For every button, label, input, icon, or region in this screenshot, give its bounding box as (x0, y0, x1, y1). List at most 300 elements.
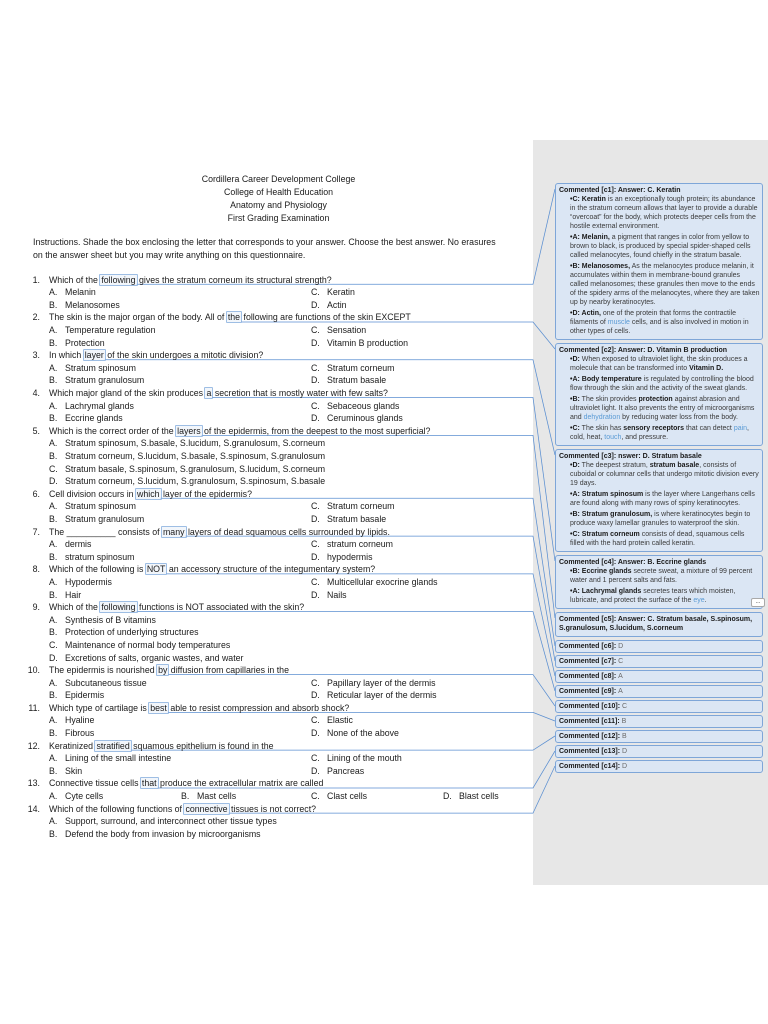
comment-label: Commented [c5]: (559, 616, 617, 623)
comment-c10[interactable] (555, 700, 763, 713)
option-letter: C. (311, 539, 320, 550)
option-letter: A. (49, 287, 58, 298)
question-12 (0, 740, 533, 778)
school-name: Cordillera Career Development College (201, 173, 356, 184)
option-text: Stratum spinosum (65, 501, 136, 512)
comment-answer: D (622, 763, 628, 770)
question-text-part: Connective tissue cells (49, 778, 141, 789)
question-number: 7. (32, 526, 40, 537)
comment-text: secrete sweat, a mixture of 99 percent water and 1 percent salts and fats. (570, 568, 753, 584)
comment-text: •C: Stratum corneum (570, 531, 640, 538)
option-text: Lachrymal glands (65, 400, 134, 411)
option-a (49, 752, 311, 765)
question-4 (0, 387, 533, 425)
comment-link[interactable]: dehydration (583, 414, 621, 421)
question-number: 5. (32, 425, 40, 436)
option-text: Synthesis of B vitamins (65, 614, 156, 625)
question-11 (0, 702, 533, 740)
option-letter: B. (49, 627, 58, 638)
comment-text: •C: Keratin (570, 196, 606, 203)
comment-text: cells, and is also involved in motion in other types of cells. (570, 319, 749, 335)
comment-answer: D (618, 643, 624, 650)
question-stem (0, 803, 533, 816)
answer-options (0, 677, 533, 702)
comment-anchor[interactable]: a (206, 388, 212, 399)
comment-bullet (570, 355, 760, 373)
question-text (49, 665, 289, 675)
comment-text: When exposed to ultraviolet light, the skin produces a molecule that can be transformed into (570, 356, 748, 372)
question-1 (0, 274, 533, 312)
option-d (311, 765, 533, 778)
option-text: Skin (65, 765, 83, 776)
option-b (49, 689, 311, 702)
question-stem (0, 526, 533, 539)
comment-header (559, 657, 760, 666)
comment-c8[interactable] (555, 670, 763, 683)
question-14 (0, 803, 533, 841)
question-text (49, 602, 304, 612)
comment-link[interactable]: touch (604, 434, 622, 441)
comment-text: •A: Body temperature (570, 376, 642, 383)
question-text-part: layer of the epidermis? (160, 488, 252, 499)
question-9 (0, 601, 533, 664)
option-letter: D. (311, 513, 320, 524)
option-letter: B. (49, 828, 58, 839)
question-number: 10. (27, 665, 40, 676)
answer-options (0, 400, 533, 425)
option-b (49, 513, 311, 526)
question-stem (0, 425, 533, 438)
comment-anchor[interactable]: which (137, 488, 160, 499)
question-text-part: gives the stratum corneum its structural strength? (136, 274, 332, 285)
option-letter: D. (49, 652, 58, 663)
comment-header (559, 615, 760, 633)
question-stem (0, 563, 533, 576)
option-text: Stratum corneum, S.lucidum, S.granulosum, S.spinosum, S.basale (65, 476, 326, 487)
option-d (311, 412, 533, 425)
comment-anchor[interactable]: by (158, 665, 168, 676)
comment-text: Vitamin D. (689, 365, 724, 372)
comment-text: is regulated by controlling the blood flow through the skin and the activity of the sweat glands. (570, 376, 754, 392)
comment-answer: A (618, 688, 623, 695)
question-text-part: The skin is the major organ of the body. All of (49, 312, 227, 323)
option-letter: A. (49, 715, 58, 726)
option-letter: D. (311, 337, 320, 348)
option-letter: D. (49, 476, 58, 487)
option-d (311, 337, 533, 350)
option-letter: D. (311, 728, 320, 739)
comment-text: •A: Melanin, (570, 234, 610, 241)
option-letter: D. (311, 375, 320, 386)
comment-text: •C: (570, 425, 580, 432)
comment-label: Commented [c14]: (559, 763, 621, 770)
comment-c9[interactable] (555, 685, 763, 698)
option-text: Maintenance of normal body temperatures (65, 639, 231, 650)
comment-label: Commented [c9]: (559, 688, 617, 695)
comment-text: •D: (570, 462, 580, 469)
comment-c3[interactable] (555, 449, 763, 552)
option-text: Stratum granulosum (65, 513, 145, 524)
question-text-part: Keratinized (49, 740, 96, 751)
option-letter: C. (49, 639, 58, 650)
comment-c11[interactable] (555, 715, 763, 728)
question-text (49, 388, 388, 398)
comment-answer: Answer: C. Stratum basale, S.spinosum, S.granulosum, S.lucidum, S.corneum (559, 616, 753, 632)
option-letter: D. (311, 690, 320, 701)
comment-anchor[interactable]: stratified (96, 740, 130, 751)
answer-options (0, 437, 533, 487)
subject-name: Anatomy and Physiology (230, 199, 327, 210)
question-number: 4. (32, 388, 40, 399)
option-letter: B. (49, 451, 58, 461)
option-letter: A. (49, 362, 58, 373)
option-text: Hair (65, 589, 82, 600)
comment-label: Commented [c11]: (559, 718, 620, 725)
question-3 (0, 349, 533, 387)
comment-c4[interactable] (555, 555, 763, 609)
comment-answer: nswer: D. Stratum basale (618, 453, 702, 460)
option-c (311, 714, 533, 727)
answer-options (0, 324, 533, 349)
option-d (49, 652, 533, 665)
comment-anchor[interactable]: many (162, 526, 185, 537)
comment-anchor[interactable]: NOT (146, 564, 166, 575)
comment-header (559, 702, 760, 711)
question-number: 14. (27, 803, 40, 814)
comment-text: The skin provides (579, 396, 639, 403)
question-list (0, 274, 533, 841)
option-text: Excretions of salts, organic wastes, and water (65, 652, 244, 663)
option-letter: B. (49, 375, 58, 386)
option-letter: A. (49, 576, 58, 587)
comment-anchor[interactable]: connective (185, 803, 228, 814)
instructions-line: on the answer sheet but you may write anything on this questionnaire. (33, 249, 306, 260)
option-text: Stratum basale (327, 375, 387, 386)
option-c (49, 463, 533, 476)
question-text (49, 564, 375, 574)
option-a (49, 286, 311, 299)
option-text: Stratum corneum (327, 362, 395, 373)
question-text-part: squamous epithelium is found in the (130, 740, 274, 751)
option-d (443, 790, 533, 803)
option-text: Reticular layer of the dermis (327, 690, 437, 701)
option-text: Stratum basale (327, 513, 387, 524)
comment-bullet (570, 587, 760, 605)
question-text (49, 527, 390, 537)
option-b (49, 337, 311, 350)
comment-link[interactable]: eye (693, 597, 705, 604)
option-text: Elastic (327, 715, 353, 726)
comment-anchor[interactable]: following (101, 274, 136, 285)
option-text: Nails (327, 589, 347, 600)
comment-text: that can detect (684, 425, 734, 432)
option-letter: D. (311, 299, 320, 310)
comment-text: As the melanocytes produce melanin, it accumulates within them in membrane-bound granules called melanosomes; these granules then move to the ends of the spidery arms of the melanocytes, where they are taken up by nearby keratinocytes. (570, 263, 760, 306)
option-b (181, 790, 311, 803)
comment-c2[interactable] (555, 343, 763, 446)
comment-header (559, 346, 760, 355)
document-header (0, 173, 557, 225)
question-10 (0, 664, 533, 702)
comment-c14[interactable] (555, 760, 763, 773)
comment-text: sensory receptors (623, 425, 684, 432)
option-c (311, 752, 533, 765)
option-text: Stratum corneum, S.lucidum, S.basale, S.spinosum, S.granulosum (65, 451, 326, 461)
comment-text: is the layer where Langerhans cells are found along with many rows of spiny keratinocytes. (570, 491, 755, 507)
comment-label: Commented [c7]: (559, 658, 617, 665)
option-b (49, 828, 533, 841)
question-text (49, 741, 274, 751)
option-text: None of the above (327, 728, 399, 739)
option-letter: C. (311, 501, 320, 512)
comment-text: by reducing water loss from the body. (620, 414, 738, 421)
comment-text: •B: Eccrine glands (570, 568, 632, 575)
option-letter: C. (311, 677, 320, 688)
question-6 (0, 488, 533, 526)
question-stem (0, 601, 533, 614)
option-text: Protection of underlying structures (65, 627, 199, 638)
question-7 (0, 526, 533, 564)
comment-label: Commented [c6]: (559, 643, 617, 650)
comment-c6[interactable] (555, 640, 763, 653)
comment-bullet (570, 262, 760, 307)
answer-options (0, 500, 533, 525)
exam-title: First Grading Examination (227, 212, 330, 223)
comment-text: , and pressure. (621, 434, 669, 441)
comment-header (559, 672, 760, 681)
question-number: 11. (28, 702, 40, 713)
comment-text: protection (638, 396, 673, 403)
option-text: Hypodermis (65, 576, 112, 587)
option-letter: D. (311, 413, 320, 424)
option-text: Actin (327, 299, 347, 310)
comment-text: is where keratinocytes begin to produce waxy lamellar granules to waterproof the skin. (570, 511, 751, 527)
comment-text: one of the protein that forms the contractile filaments of (570, 310, 736, 326)
question-text (49, 426, 430, 436)
option-text: Protection (65, 337, 105, 348)
comment-text: •A: Lachrymal glands (570, 588, 642, 595)
comment-text: •B: Stratum granulosum, (570, 511, 653, 518)
comment-bullet (570, 375, 760, 393)
option-text: Melanin (65, 287, 96, 298)
option-text: hypodermis (327, 551, 373, 562)
option-c (311, 790, 443, 803)
option-text: Epidermis (65, 690, 105, 701)
comment-label: Commented [c3]: (559, 453, 617, 460)
question-text-part: tissues is not correct? (228, 803, 317, 814)
question-text-part: of the skin undergoes a mitotic division? (104, 350, 264, 361)
instructions-line: Instructions. Shade the box enclosing the letter that corresponds to your answer. Choose the best answer. No erasures (33, 236, 496, 247)
comment-bullet (570, 530, 760, 548)
option-text: Cyte cells (65, 791, 104, 802)
comment-text: against abrasion and ultraviolet light. It also prevents the entry of microorganisms and (570, 396, 755, 421)
question-text-part: Which of the following is (49, 564, 146, 575)
question-number: 1. (32, 274, 40, 285)
comment-header (559, 642, 760, 651)
option-letter: C. (311, 362, 320, 373)
question-text-part: layers of dead squamous cells surrounded by lipids. (185, 526, 390, 537)
option-b (49, 589, 311, 602)
option-letter: B. (49, 551, 58, 562)
option-text: Vitamin B production (327, 337, 409, 348)
question-text-part: Which of the following functions of (49, 803, 185, 814)
option-c (311, 538, 533, 551)
option-a (49, 576, 311, 589)
comment-answer: Answer: C. Keratin (617, 187, 681, 194)
question-number: 9. (32, 602, 40, 613)
question-number: 12. (27, 740, 40, 751)
answer-options (0, 815, 533, 840)
comment-answer: C (622, 703, 628, 710)
answer-options (0, 538, 533, 563)
question-text (49, 312, 411, 322)
comment-anchor[interactable]: the (227, 312, 241, 323)
comment-header (559, 732, 760, 741)
answer-options (0, 790, 533, 803)
option-text: Lining of the small intestine (65, 753, 172, 764)
option-a (49, 714, 311, 727)
comment-c12[interactable] (555, 730, 763, 743)
comment-text: , consists of cuboidal or columnar cells that undergo mitotic division every 19 days. (570, 462, 759, 487)
option-letter: B. (181, 791, 190, 802)
option-text: Ceruminous glands (327, 413, 403, 424)
question-text (49, 275, 332, 285)
comment-anchor[interactable]: best (150, 702, 167, 713)
option-a (49, 815, 533, 828)
option-letter: A. (49, 816, 58, 827)
comment-anchor[interactable]: that (141, 778, 157, 789)
option-letter: C. (311, 753, 320, 764)
comment-label: Commented [c1]: (559, 187, 617, 194)
question-text-part: Which of the (49, 602, 101, 613)
comment-text: •B: Melanosomes, (570, 263, 631, 270)
comment-c7[interactable] (555, 655, 763, 668)
question-text (49, 350, 263, 360)
option-c (311, 286, 533, 299)
question-text-part: The __________ consists of (49, 526, 162, 537)
question-number: 2. (32, 312, 40, 323)
more-options-button[interactable]: ... (751, 598, 765, 607)
comment-c13[interactable] (555, 745, 763, 758)
comment-bullet (570, 461, 760, 488)
comment-c1[interactable] (555, 183, 763, 340)
comment-label: Commented [c13]: (559, 748, 621, 755)
option-letter: A. (49, 677, 58, 688)
question-number: 6. (32, 488, 40, 499)
question-stem (0, 311, 533, 324)
question-stem (0, 274, 533, 287)
comment-link[interactable]: pain (733, 425, 748, 432)
option-b (49, 551, 311, 564)
option-letter: B. (49, 513, 58, 524)
comment-header (559, 717, 760, 726)
comment-bullet (570, 395, 760, 422)
option-text: stratum corneum (327, 539, 393, 550)
question-text-part: The epidermis is nourished (49, 665, 158, 676)
option-c (311, 500, 533, 513)
option-text: stratum spinosum (65, 551, 135, 562)
question-text-part: diffusion from capillaries in the (168, 665, 289, 676)
option-text: Papillary layer of the dermis (327, 677, 436, 688)
option-letter: A. (49, 438, 58, 449)
question-5 (0, 425, 533, 488)
option-letter: D. (311, 589, 320, 600)
comment-balloons (555, 183, 763, 775)
option-text: Mast cells (197, 791, 237, 802)
question-text-part: functions is NOT associated with the skin? (136, 602, 305, 613)
option-letter: B. (49, 765, 58, 776)
comment-header (559, 747, 760, 756)
comment-text: secretes tears which moisten, lubricate, and protect the surface of the (570, 588, 736, 604)
comment-header (559, 762, 760, 771)
option-text: Temperature regulation (65, 325, 156, 336)
comment-header (559, 452, 760, 461)
comment-anchor[interactable]: layers (177, 425, 201, 436)
option-c (311, 362, 533, 375)
comment-header (559, 186, 760, 195)
comment-anchor[interactable]: layer (84, 350, 104, 361)
option-text: Pancreas (327, 765, 365, 776)
question-text-part: of the epidermis, from the deepest to the most superficial? (201, 425, 431, 436)
option-text: Defend the body from invasion by microorganisms (65, 828, 261, 839)
comment-label: Commented [c4]: (559, 559, 617, 566)
comment-label: Commented [c12]: (559, 733, 621, 740)
answer-options (0, 576, 533, 601)
option-a (49, 400, 311, 413)
option-text: Subcutaneous tissue (65, 677, 147, 688)
option-c (311, 677, 533, 690)
comment-label: Commented [c10]: (559, 703, 621, 710)
comment-anchor[interactable]: following (101, 602, 136, 613)
comment-link[interactable]: muscle (607, 319, 630, 326)
option-letter: D. (311, 551, 320, 562)
comment-text: •D: Actin, (570, 310, 601, 317)
comment-answer: D (622, 748, 628, 755)
comment-text: •B: (570, 396, 580, 403)
comment-bullet (570, 567, 760, 585)
question-stem (0, 664, 533, 677)
question-text-part: secretion that is mostly water with few salts? (212, 388, 388, 399)
option-letter: C. (311, 325, 320, 336)
option-letter: B. (49, 728, 58, 739)
question-text (49, 804, 316, 814)
question-number: 13. (27, 778, 40, 789)
option-b (49, 765, 311, 778)
question-text (49, 703, 349, 713)
question-text-part: Cell division occurs in (49, 488, 137, 499)
comment-label: Commented [c2]: (559, 347, 617, 354)
comment-text: , cold, heat, (570, 425, 749, 441)
option-c (49, 639, 533, 652)
option-text: Keratin (327, 287, 355, 298)
question-stem (0, 740, 533, 753)
comment-text: a pigment that ranges in color from yellow to brown to black, is produced by special spider-shaped cells called melanocytes, found chiefly in the stratum basale. (570, 234, 751, 259)
comment-bullet (570, 424, 760, 442)
option-letter: C. (311, 715, 320, 726)
option-a (49, 324, 311, 337)
option-text: Fibrous (65, 728, 95, 739)
option-letter: B. (49, 337, 58, 348)
comment-bullet (570, 490, 760, 508)
question-text-part: Which of the (49, 274, 101, 285)
comment-text: . (704, 597, 707, 604)
option-letter: D. (443, 791, 452, 802)
option-d (311, 513, 533, 526)
option-letter: C. (311, 287, 320, 298)
option-b (49, 374, 311, 387)
comment-answer: Answer: D. Vitamin B production (617, 347, 728, 354)
comment-c5[interactable] (555, 612, 763, 637)
